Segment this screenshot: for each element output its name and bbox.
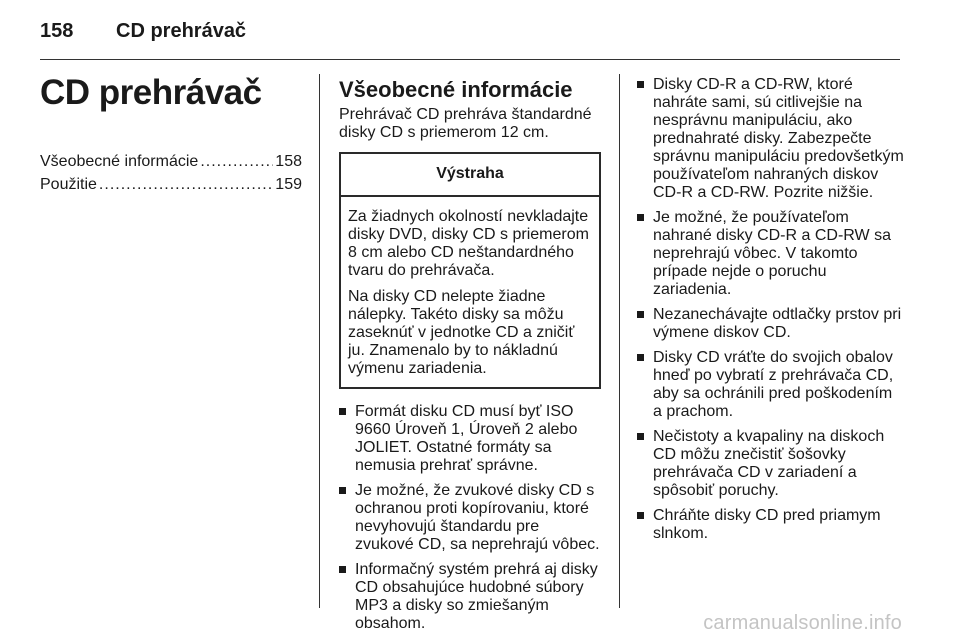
list-item-text: Informačný systém prehrá aj disky CD obsahujúce hudobné súbory MP3 a disky so zmiešaným obsahom.	[355, 561, 598, 632]
warning-box	[339, 152, 601, 389]
list-item-text: Je možné, že používateľom nahrané disky CD-R a CD-RW sa neprehrajú vôbec. V takomto prípade nejde o poruchu zariadenia.	[653, 209, 891, 298]
toc-entry[interactable]	[40, 150, 302, 173]
warning-paragraph: Na disky CD nelepte žiadne nálepky. Takéto disky sa môžu zaseknúť v jednotke CD a zničiť ju. Znamenalo by to nákladnú výmenu zariadenia.	[348, 288, 575, 377]
subsection-title: Všeobecné informácie	[339, 77, 573, 102]
toc-column	[40, 72, 302, 196]
bullet-list	[637, 76, 905, 543]
list-item-text: Chráňte disky CD pred priamym slnkom.	[653, 507, 881, 542]
toc-entry-page: 158	[275, 153, 302, 170]
toc-leader-dots	[99, 173, 273, 196]
square-bullet-icon	[637, 433, 644, 440]
square-bullet-icon	[637, 311, 644, 318]
list-item	[637, 349, 905, 421]
list-item	[339, 482, 601, 554]
toc-entry-label: Všeobecné informácie	[40, 153, 199, 170]
square-bullet-icon	[339, 487, 346, 494]
toc-entry[interactable]	[40, 173, 302, 196]
square-bullet-icon	[339, 408, 346, 415]
toc-entry-page: 159	[275, 176, 302, 193]
list-item-text: Disky CD vráťte do svojich obalov hneď po vybratí z prehrávača CD, aby sa ochránili pred poškodením a prachom.	[653, 349, 894, 420]
intro-paragraph: Prehrávač CD prehráva štandardné disky CD s priemerom 12 cm.	[339, 106, 592, 141]
chapter-header: CD prehrávač	[116, 20, 247, 42]
content-column-1	[339, 76, 601, 640]
list-item	[637, 76, 905, 202]
toc-entry-label: Použitie	[40, 176, 97, 193]
list-item	[339, 561, 601, 633]
square-bullet-icon	[339, 566, 346, 573]
section-title: CD prehrávač	[40, 73, 262, 112]
list-item	[637, 306, 905, 342]
list-item	[637, 428, 905, 500]
content-column-2	[637, 76, 905, 550]
square-bullet-icon	[637, 81, 644, 88]
list-item-text: Nezanechávajte odtlačky prstov pri výmene diskov CD.	[653, 306, 902, 341]
warning-title: Výstraha	[341, 154, 599, 197]
watermark: carmanualsonline.info	[703, 612, 902, 634]
square-bullet-icon	[637, 512, 644, 519]
square-bullet-icon	[637, 214, 644, 221]
table-of-contents	[40, 150, 302, 196]
list-item-text: Je možné, že zvukové disky CD s ochranou proti kopírovaniu, ktoré nevyhovujú štandardu pre zvukové CD, sa neprehrajú vôbec.	[355, 482, 600, 553]
square-bullet-icon	[637, 354, 644, 361]
column-divider	[619, 74, 620, 608]
warning-body	[341, 197, 599, 387]
list-item-text: Formát disku CD musí byť ISO 9660 Úroveň 1, Úroveň 2 alebo JOLIET. Ostatné formáty sa nemusia prehrať správne.	[355, 403, 578, 474]
header-divider	[40, 59, 900, 60]
list-item	[339, 403, 601, 475]
list-item	[637, 507, 905, 543]
list-item-text: Nečistoty a kvapaliny na diskoch CD môžu znečistiť šošovky prehrávača CD v zariadení a spôsobiť poruchy.	[653, 428, 885, 499]
toc-leader-dots	[200, 150, 273, 173]
warning-paragraph: Za žiadnych okolností nevkladajte disky DVD, disky CD s priemerom 8 cm alebo CD neštandardného tvaru do prehrávača.	[348, 208, 589, 279]
page-number: 158	[40, 20, 74, 42]
list-item	[637, 209, 905, 299]
list-item-text: Disky CD-R a CD-RW, ktoré nahráte sami, sú citlivejšie na nesprávnu manipuláciu, ako prednahraté disky. Zabezpečte správnu manipuláciu predovšetkým používateľom nahraných diskov CD-R a CD-RW. Pozrite nižšie.	[653, 76, 904, 201]
bullet-list	[339, 403, 601, 633]
column-divider	[319, 74, 320, 608]
